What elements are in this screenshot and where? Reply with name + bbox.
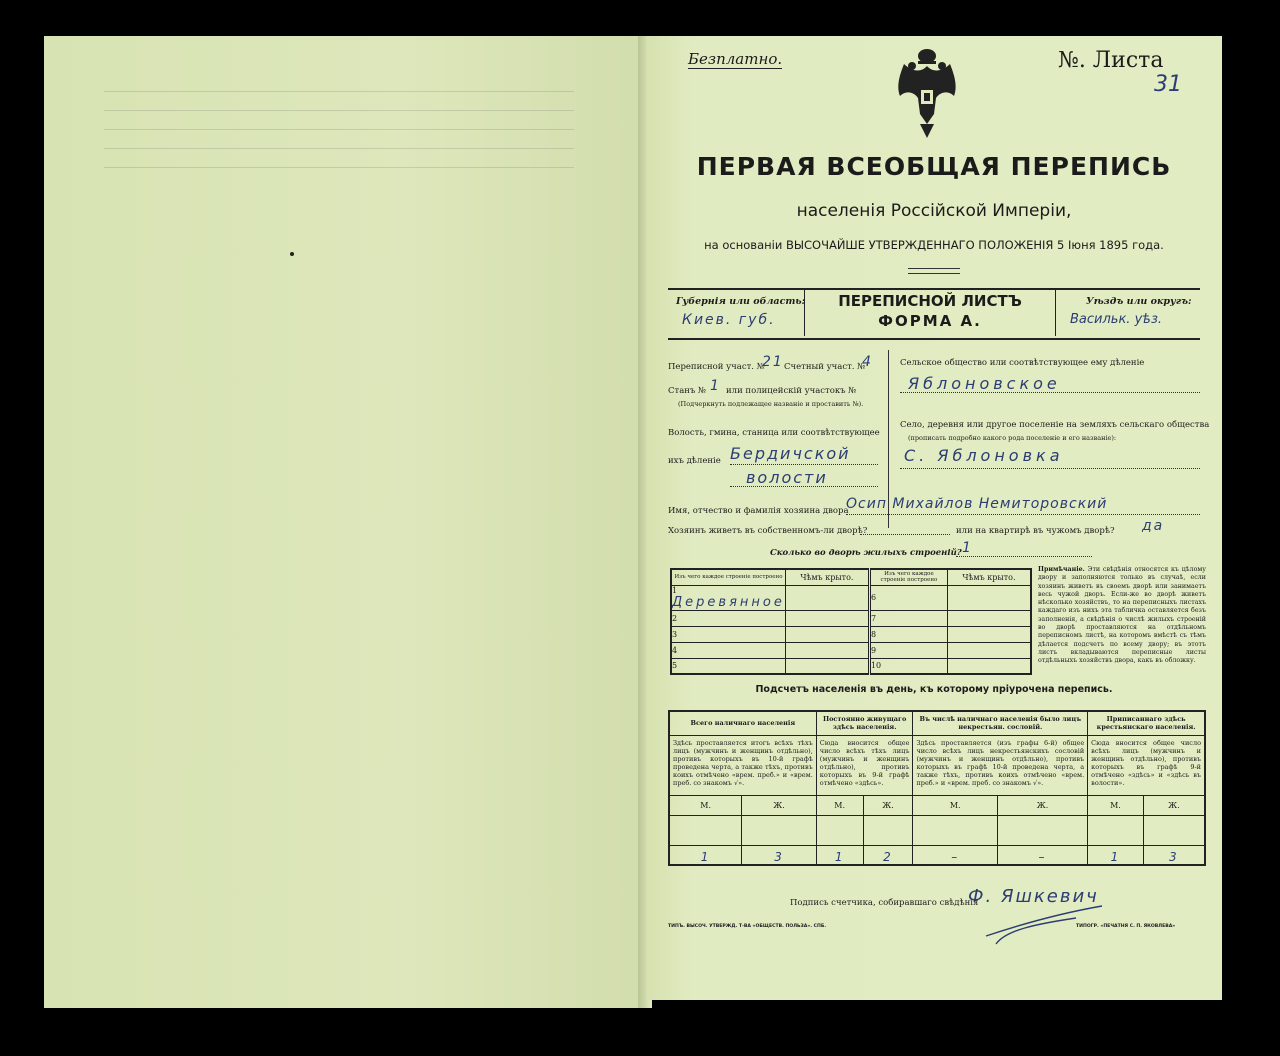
printer-left: ТИПЪ. ВЫСОЧ. УТВЕРЖД. Т-ВА «ОБЩЕСТВ. ПОЛЬЗА». СПБ. <box>668 924 827 929</box>
population-count-table <box>668 710 1206 866</box>
signature-value: Ф. Яшкевич <box>968 886 1099 907</box>
building-row-no: 4 <box>672 645 678 655</box>
census-subtitle: населенія Россійской Имперіи, <box>796 201 1072 221</box>
uezd-label: Уѣздъ или округъ: <box>1086 296 1192 307</box>
count-non-peasant-f: – <box>997 845 1087 865</box>
count-m-label: М. <box>913 795 997 815</box>
village-value: С. Яблоновка <box>904 446 1064 465</box>
count-header-registered-peasant: Приписаннаго здѣсь крестьянскаго населенія. <box>1088 711 1205 735</box>
census-basis: на основаніи ВЫСОЧАЙШЕ УТВЕРЖДЕННАГО ПОЛОЖЕНІЯ 5 Іюня 1895 года. <box>704 238 1164 252</box>
count-desc-resident: Сюда вносится общее число всѣхъ тѣхъ лицъ (мужчинъ и женщинъ отдѣльно), противъ которыхъ въ 9-й графѣ отмѣчено «здѣсь». <box>816 735 913 795</box>
buildings-label: Сколько во дворѣ жилыхъ строеній? <box>770 548 962 558</box>
building-row-no: 1 <box>672 585 678 595</box>
count-registered-peasant-f: 3 <box>1143 845 1205 865</box>
count-f-label: Ж. <box>1143 795 1205 815</box>
volost-line-2 <box>730 486 878 487</box>
form-title: ПЕРЕПИСНОЙ ЛИСТЪ <box>838 292 1022 310</box>
village-note: (прописать подробно какого рода поселеніе и его названіе): <box>908 434 1117 442</box>
volost-label-1: Волость, гмина, станица или соотвѣтствующее <box>668 428 880 438</box>
owner-value: Осип Михайлов Немиторовский <box>846 496 1108 512</box>
schetny-uchast-label: Счетный участ. № <box>784 362 866 372</box>
free-label: Безплатно. <box>688 50 783 68</box>
note-block <box>1038 566 1206 666</box>
buildings-col-roof-right: Чѣмъ крыто. <box>947 569 1031 585</box>
own-yard-label: Хозяинъ живетъ въ собственномъ-ли дворѣ? <box>668 526 868 536</box>
volost-line-1 <box>730 464 878 465</box>
printer-right: ТИПОГР. «ПЕЧАТНЯ С. П. ЯКОВЛЕВА» <box>1076 924 1176 929</box>
note-title: Примѣчаніе. <box>1038 566 1085 573</box>
left-page-bleed-through <box>104 91 574 202</box>
census-title: ПЕРВАЯ ВСЕОБЩАЯ ПЕРЕПИСЬ <box>696 152 1172 181</box>
count-f-label: Ж. <box>863 795 913 815</box>
count-present-m: 1 <box>669 845 742 865</box>
building-material: Деревянное <box>672 594 785 610</box>
village-label: Село, деревня или другое поселеніе на земляхъ сельскаго общества <box>900 420 1210 430</box>
volost-value-1: Бердичской <box>730 444 851 463</box>
building-row-no: 6 <box>870 593 877 602</box>
title-ornament <box>908 268 960 274</box>
gubernia-label: Губернія или область: <box>676 296 806 307</box>
perepis-uchast-value: 21 <box>762 354 784 370</box>
stan-note: (Подчеркнуть подлежащее названіе и проставить №). <box>678 400 864 408</box>
buildings-col-roof-left: Чѣмъ крыто. <box>785 569 869 585</box>
building-row-no: 7 <box>870 613 877 623</box>
society-value: Яблоновское <box>908 374 1061 393</box>
count-non-peasant-m: – <box>913 845 997 865</box>
count-present-f: 3 <box>742 845 817 865</box>
building-row-no: 2 <box>672 613 678 623</box>
society-line <box>900 392 1200 393</box>
count-header-non-peasant: Въ числѣ наличнаго населенія было лицъ некрестьян. сословій. <box>913 711 1088 735</box>
buildings-col-material-right: Изъ чего каждое строеніе построено <box>869 569 947 585</box>
perepis-uchast-label: Переписной участ. № <box>668 362 765 372</box>
rented-value: да <box>1142 518 1165 534</box>
count-m-label: М. <box>1088 795 1144 815</box>
society-label: Сельское общество или соотвѣтствующее ему дѣленіе <box>900 358 1145 368</box>
count-f-label: Ж. <box>742 795 817 815</box>
sheet-number-label: №. Листа <box>1058 48 1164 73</box>
own-yard-line <box>860 534 950 535</box>
owner-line <box>846 514 1200 515</box>
building-row-no: 5 <box>672 661 678 671</box>
count-registered-peasant-m: 1 <box>1088 845 1144 865</box>
count-f-label: Ж. <box>997 795 1087 815</box>
gubernia-value: Киев. губ. <box>682 312 776 328</box>
double-headed-eagle-emblem <box>890 44 964 140</box>
signature-label: Подпись счетчика, собиравшаго свѣдѣнія <box>790 898 979 908</box>
count-m-label: М. <box>816 795 863 815</box>
buildings-col-material-left: Изъ чего каждое строеніе построено <box>671 569 785 585</box>
building-row-no: 9 <box>870 645 877 655</box>
count-desc-present: Здѣсь проставляется итогъ всѣхъ тѣхъ лицъ (мужчинъ и женщинъ отдѣльно), противъ которыхъ въ 10-й графѣ проведена черта, а также тѣхъ, противъ коихъ отмѣчено «врем. преб.» и «врем. преб. со знакомъ √». <box>669 735 816 795</box>
uezd-value: Васильк. уѣз. <box>1070 312 1163 327</box>
census-form-page <box>646 36 1222 1000</box>
left-page <box>44 36 648 1008</box>
sheet-number-value: 31 <box>1154 72 1182 97</box>
count-title: Подсчетъ населенія въ день, къ которому пріурочена перепись. <box>755 684 1113 695</box>
buildings-value: 1 <box>962 540 973 556</box>
note-text: Эти свѣдѣнія относятся къ цѣлому двору и заполняются только въ случаѣ, если хозяинъ живетъ въ своемъ дворѣ или занимаетъ весь чужой дворъ. Если-же во дворѣ живетъ нѣсколько хозяйствъ, то на переписныхъ листахъ каждаго изъ нихъ эта табличка оставляется безъ заполненія, а свѣдѣнія о числѣ жилыхъ строеній во дворѣ проставляются на отдѣльномъ переписномъ листѣ, на которомъ вмѣстѣ съ тѣмъ дѣлается подсчетъ по всему двору; въ этотъ листъ вкладываются переписные листы отдѣльныхъ хозяйствъ двора, какъ въ обложку. <box>1038 566 1206 665</box>
stan-value: 1 <box>710 378 721 394</box>
count-header-resident: Постоянно живущаго здѣсь населенія. <box>816 711 913 735</box>
count-desc-non-peasant: Здѣсь проставляется (изъ графы 6-й) общее число всѣхъ лицъ некрестьянскихъ сословій (мужчинъ и женщинъ отдѣльно), противъ которыхъ въ графѣ 10-й проведена черта, а также тѣхъ, противъ коихъ отмѣчено «врем. преб.» и «врем. преб. со знакомъ √». <box>913 735 1088 795</box>
building-row-no: 10 <box>870 661 882 671</box>
count-resident-f: 2 <box>863 845 913 865</box>
volost-value-2: волости <box>746 468 828 487</box>
count-desc-registered-peasant: Сюда вносится общее число всѣхъ лицъ (мужчинъ и женщинъ отдѣльно), противъ которыхъ въ графѣ 9-й отмѣчено «здѣсь» и «здѣсь въ волости». <box>1088 735 1205 795</box>
form-name: ФОРМА А. <box>878 312 982 330</box>
building-row-no: 8 <box>870 629 877 639</box>
volost-label-2: ихъ дѣленіе <box>668 456 721 466</box>
schetny-uchast-value: 4 <box>862 354 873 370</box>
building-row-no: 3 <box>672 629 678 639</box>
left-page-mark <box>290 252 294 256</box>
count-header-present: Всего наличнаго населенія <box>669 711 816 735</box>
buildings-line <box>956 556 1092 557</box>
signature-flourish <box>976 896 1116 946</box>
stan-label: Станъ № <box>668 386 707 396</box>
count-m-label: М. <box>669 795 742 815</box>
owner-label: Имя, отчество и фамилія хозяина двора <box>668 506 849 516</box>
police-label: или полицейскій участокъ № <box>726 386 857 396</box>
village-line <box>900 468 1200 469</box>
buildings-table <box>670 568 1032 675</box>
rented-label: или на квартирѣ въ чужомъ дворѣ? <box>956 526 1115 536</box>
count-resident-m: 1 <box>816 845 863 865</box>
